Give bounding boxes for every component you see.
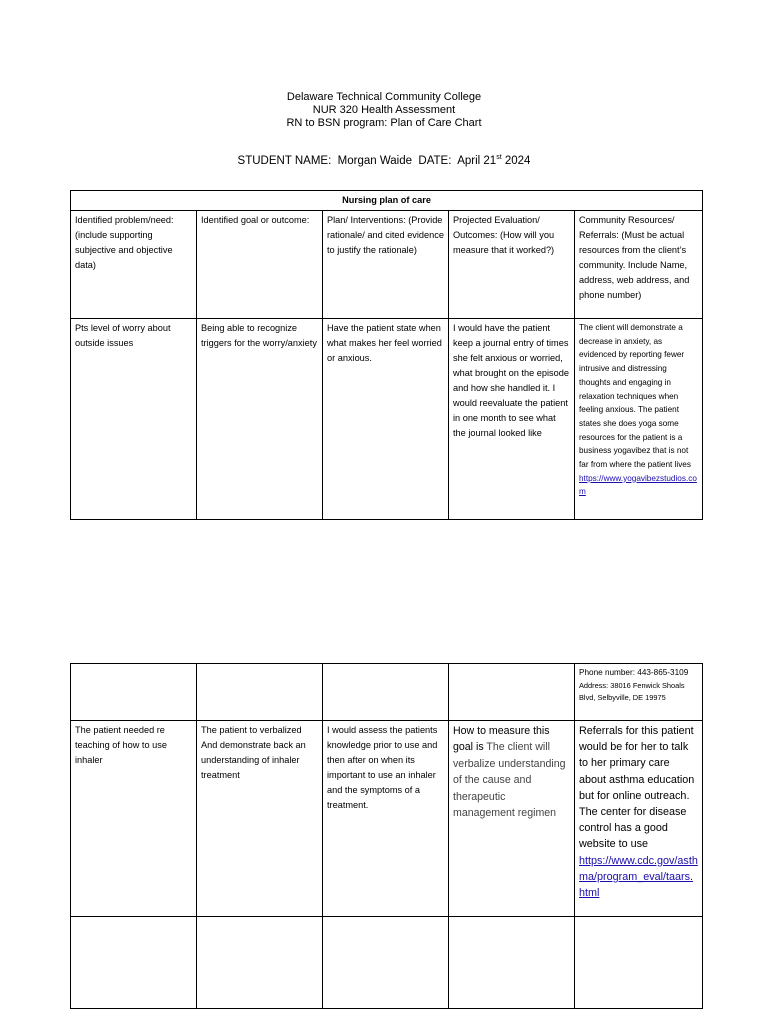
table-row bbox=[71, 917, 703, 1009]
row2-resources bbox=[575, 721, 703, 917]
table-title-row bbox=[71, 191, 703, 211]
row1-resources bbox=[575, 319, 703, 520]
student-name-label: STUDENT NAME: bbox=[237, 154, 332, 167]
date-year: 2024 bbox=[504, 154, 531, 167]
row2-evaluation-rest: The client will verbalize understanding of the cause and therapeutic management regimen bbox=[453, 741, 566, 820]
program-title: RN to BSN program: Plan of Care Chart bbox=[286, 117, 482, 129]
table-row bbox=[71, 664, 703, 721]
row2-evaluation bbox=[449, 721, 575, 917]
contact-cell bbox=[575, 664, 703, 721]
phone-number: Phone number: 443-865-3109 bbox=[579, 668, 689, 677]
table-row bbox=[71, 721, 703, 917]
care-plan-table-continued bbox=[70, 663, 703, 1009]
student-line bbox=[0, 154, 768, 167]
row1-plan: Have the patient state when what makes her feel worried or anxious. bbox=[323, 319, 449, 520]
column-header-plan: Plan/ Interventions: (Provide rationale/ and cited evidence to justify the rationale) bbox=[323, 211, 449, 319]
college-name: Delaware Technical Community College bbox=[286, 91, 482, 103]
row1-goal: Being able to recognize triggers for the worry/anxiety bbox=[197, 319, 323, 520]
table-header-row bbox=[71, 211, 703, 319]
date-label: DATE: bbox=[418, 154, 452, 167]
column-header-evaluation: Projected Evaluation/ Outcomes: (How will you measure that it worked?) bbox=[449, 211, 575, 319]
row2-plan: I would assess the patients knowledge prior to use and then after on when its important to use an inhaler and the symptoms of a treatment. bbox=[323, 721, 449, 917]
row2-evaluation-lead: How to measure this goal is bbox=[453, 725, 550, 754]
cdc-link[interactable]: https://www.cdc.gov/asthma/program_eval/taars.html bbox=[579, 854, 698, 900]
table-title: Nursing plan of care bbox=[71, 191, 703, 211]
row1-evaluation: I would have the patient keep a journal entry of times she felt anxious or worried, what brought on the episode and how she handled it. I would reevaluate the patient in one month to see what the journal looked like bbox=[449, 319, 575, 520]
column-header-goal: Identified goal or outcome: bbox=[197, 211, 323, 319]
date-ordinal: st bbox=[496, 154, 502, 161]
table-row bbox=[71, 319, 703, 520]
address: Address: 38016 Fenwick Shoals Blvd, Selbyville, DE 19975 bbox=[579, 680, 685, 702]
course-title: NUR 320 Health Assessment bbox=[312, 104, 456, 116]
row2-resources-text: Referrals for this patient would be for her to talk to her primary care about asthma education but for online outreach. The center for disease control has a good website to use bbox=[579, 725, 695, 851]
row1-resources-text: The client will demonstrate a decrease in anxiety, as evidenced by reporting fewer intrusive and distressing thoughts and engaging in relaxation techniques when feeling anxious. The patient states she does yoga some resources for the patient is a business yogavibez that is not far from where the patient lives bbox=[579, 323, 691, 470]
date-value: April 21 bbox=[457, 154, 497, 167]
student-name: Morgan Waide bbox=[337, 154, 413, 167]
yogavibez-link[interactable]: https://www.yogavibezstudios.com bbox=[579, 473, 697, 497]
row2-problem: The patient needed re teaching of how to use inhaler bbox=[71, 721, 197, 917]
row1-problem: Pts level of worry about outside issues bbox=[71, 319, 197, 520]
column-header-resources: Community Resources/ Referrals: (Must be actual resources from the client’s community. Include Name, address, web address, and phone number) bbox=[575, 211, 703, 319]
care-plan-table bbox=[70, 190, 703, 520]
column-header-problem: Identified problem/need: (include supporting subjective and objective data) bbox=[71, 211, 197, 319]
row2-goal: The patient to verbalized And demonstrate back an understanding of inhaler treatment bbox=[197, 721, 323, 917]
